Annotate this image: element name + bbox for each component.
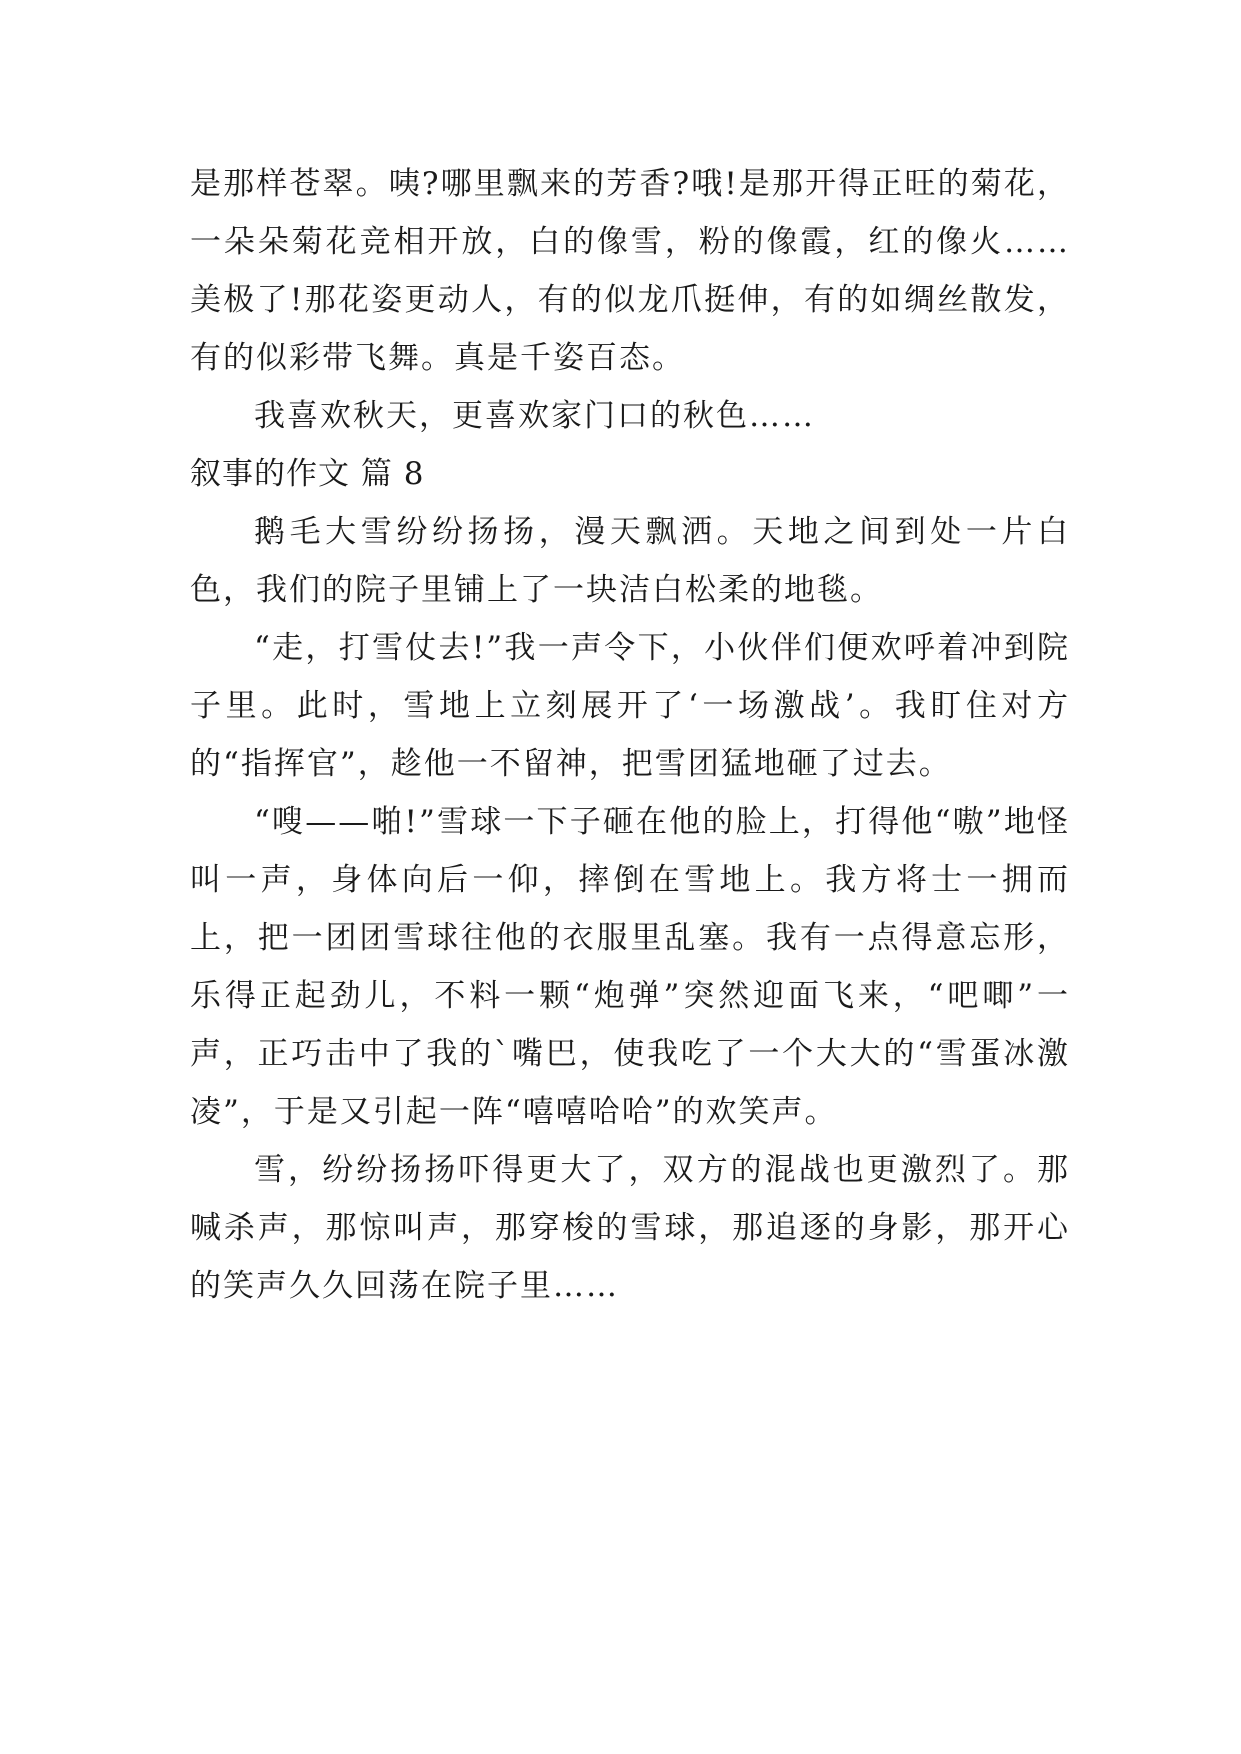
section-heading: 叙事的作文 篇 8: [190, 456, 425, 492]
paragraph-snowball-hit: “嗖——啪!”雪球一下子砸在他的脸上，打得他“嗷”地怪叫一声，身体向后一仰，摔倒在雪地上。我方将士一拥而上，把一团团雪球往他的衣服里乱塞。我有一点得意忘形，乐得正起劲儿，不料一颗“炮弹”突然迎面飞来，“吧唧”一声，正巧击中了我的`嘴巴，使我吃了一个大大的“雪蛋冰激凌”，于是又引起一阵“嘻嘻哈哈”的欢笑声。: [190, 804, 1070, 1130]
paragraph-snowfall: 鹅毛大雪纷纷扬扬，漫天飘洒。天地之间到处一片白色，我们的院子里铺上了一块洁白松柔的地毯。: [190, 514, 1070, 608]
paragraph-autumn-love: 我喜欢秋天，更喜欢家门口的秋色……: [254, 398, 815, 434]
paragraph-snowball-fight-start: “走，打雪仗去!”我一声令下，小伙伴们便欢呼着冲到院子里。此时，雪地上立刻展开了‘一场激战’。我盯住对方的“指挥官”，趁他一不留神，把雪团猛地砸了过去。: [190, 630, 1070, 782]
paragraph-autumn-chrysanthemums: 是那样苍翠。咦?哪里飘来的芳香?哦!是那开得正旺的菊花，一朵朵菊花竞相开放，白的像雪，粉的像霞，红的像火……美极了!那花姿更动人，有的似龙爪挺伸，有的如绸丝散发，有的似彩带飞舞。真是千姿百态。: [190, 166, 1070, 376]
paragraph-snow-ending: 雪，纷纷扬扬吓得更大了，双方的混战也更激烈了。那喊杀声，那惊叫声，那穿梭的雪球，那追逐的身影，那开心的笑声久久回荡在院子里……: [190, 1152, 1070, 1304]
document-body: [190, 155, 1070, 1315]
